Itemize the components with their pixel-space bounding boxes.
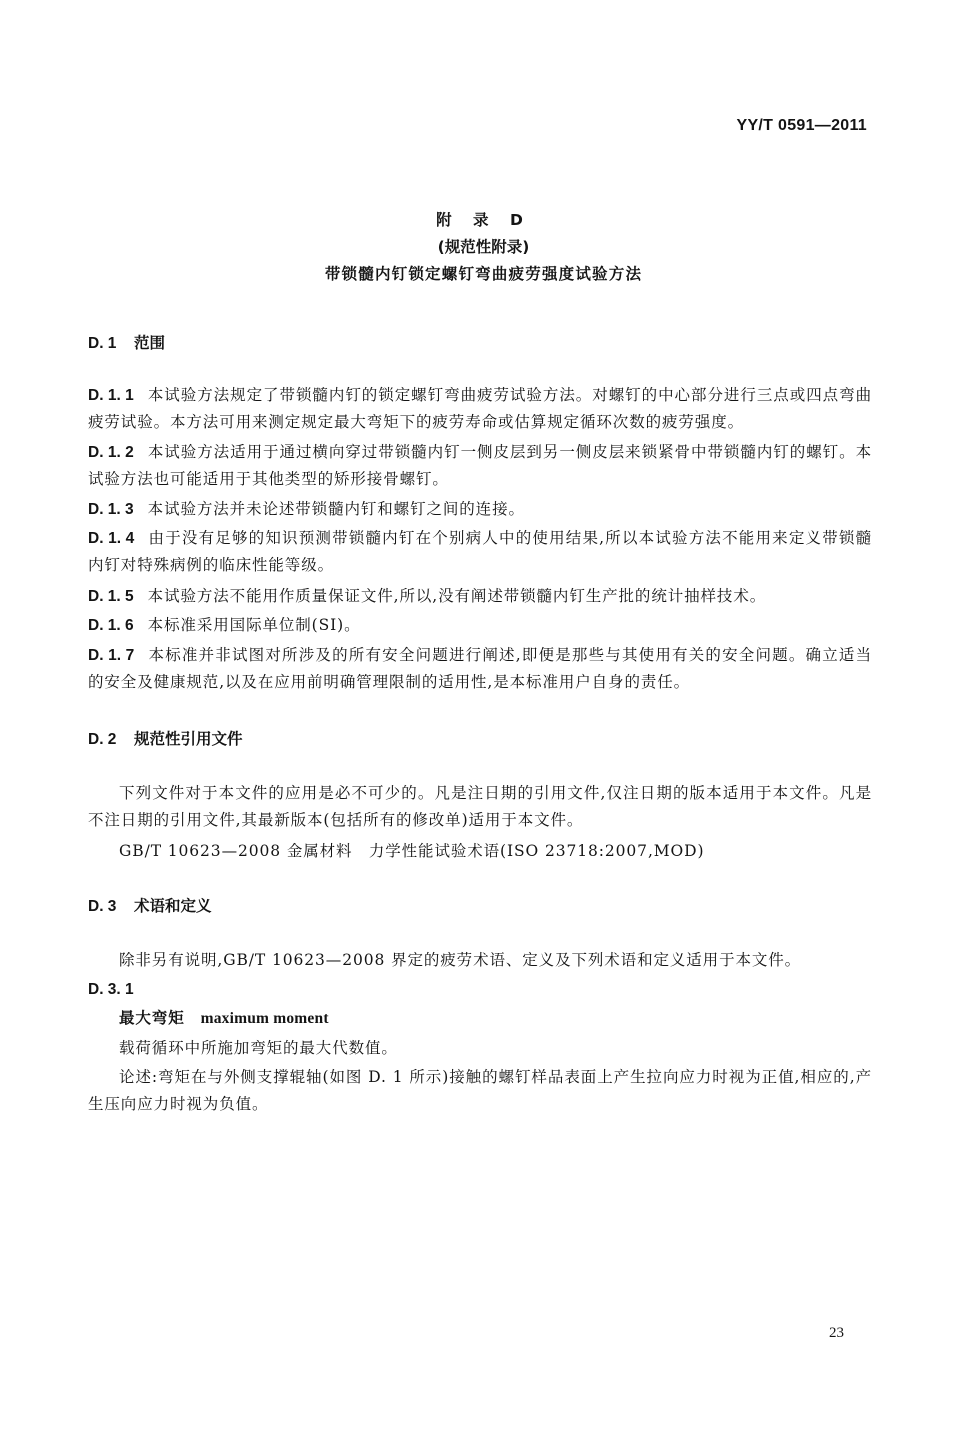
clause-number: D. 1. 7 xyxy=(88,647,135,664)
d2-intro: 下列文件对于本文件的应用是必不可少的。凡是注日期的引用文件,仅注日期的版本适用于本文件。凡是不注日期的引用文件,其最新版本(包括所有的修改单)适用于本文件。 xyxy=(88,784,872,829)
clause-d1-4 xyxy=(88,525,872,579)
clause-number: D. 1. 1 xyxy=(88,387,134,404)
clause-text: 本试验方法规定了带锁髓内钉的锁定螺钉弯曲疲劳试验方法。对螺钉的中心部分进行三点或四点弯曲疲劳试验。本方法可用来测定规定最大弯矩下的疲劳寿命或估算规定循环次数的疲劳强度。 xyxy=(88,386,872,431)
clause-number: D. 1. 4 xyxy=(88,530,135,547)
clause-d3-1 xyxy=(88,976,872,1003)
section-title: 范围 xyxy=(134,334,166,352)
section-title: 术语和定义 xyxy=(134,897,212,915)
clause-d1-2 xyxy=(88,439,872,493)
clause-number: D. 1. 3 xyxy=(88,501,134,518)
section-heading-d1 xyxy=(88,331,165,353)
appendix-type: (规范性附录) xyxy=(437,238,530,256)
term-note: 论述:弯矩在与外侧支撑辊轴(如图 D. 1 所示)接触的螺钉样品表面上产生拉向应力时视为正值,相应的,产生压向应力时视为负值。 xyxy=(88,1068,872,1113)
appendix-title: 附 录 D xyxy=(436,211,531,229)
clause-d1-3 xyxy=(88,496,872,523)
term-definition: 载荷循环中所施加弯矩的最大代数值。 xyxy=(119,1039,398,1057)
d2-reference: GB/T 10623—2008 金属材料 力学性能试验术语(ISO 23718:2007,MOD) xyxy=(119,842,705,860)
clause-text: 本标准采用国际单位制(SI)。 xyxy=(147,616,361,634)
appendix-heading xyxy=(0,207,967,288)
clause-number: D. 1. 2 xyxy=(88,444,134,461)
standard-code: YY/T 0591—2011 xyxy=(736,117,867,134)
clause-text: 由于没有足够的知识预测带锁髓内钉在个别病人中的使用结果,所以本试验方法不能用来定义带锁髓内钉对特殊病例的临床性能等级。 xyxy=(88,529,872,574)
section-number: D. 1 xyxy=(88,335,117,352)
clause-number: D. 3. 1 xyxy=(88,981,134,998)
clause-text: 本标准并非试图对所涉及的所有安全问题进行阐述,即便是那些与其使用有关的安全问题。确立适当的安全及健康规范,以及在应用前明确管理限制的适用性,是本标准用户自身的责任。 xyxy=(88,646,872,691)
clause-text: 本试验方法适用于通过横向穿过带锁髓内钉一侧皮层到另一侧皮层来锁紧骨中带锁髓内钉的螺钉。本试验方法也可能适用于其他类型的矫形接骨螺钉。 xyxy=(88,443,872,488)
section-number: D. 3 xyxy=(88,898,117,915)
term-chinese: 最大弯矩 xyxy=(119,1009,185,1027)
d3-intro: 除非另有说明,GB/T 10623—2008 界定的疲劳术语、定义及下列术语和定义适用于本文件。 xyxy=(119,951,802,969)
clause-d1-7 xyxy=(88,642,872,696)
section-heading-d3 xyxy=(88,894,212,916)
section-title: 规范性引用文件 xyxy=(134,730,243,748)
term-entry xyxy=(88,1005,872,1032)
section-number: D. 2 xyxy=(88,731,117,748)
clause-d1-6 xyxy=(88,612,872,639)
clause-text: 本试验方法不能用作质量保证文件,所以,没有阐述带锁髓内钉生产批的统计抽样技术。 xyxy=(147,587,767,605)
clause-d1-5 xyxy=(88,583,872,610)
clause-number: D. 1. 5 xyxy=(88,588,134,605)
term-english: maximum moment xyxy=(200,1010,329,1027)
clause-number: D. 1. 6 xyxy=(88,617,134,634)
clause-text: 本试验方法并未论述带锁髓内钉和螺钉之间的连接。 xyxy=(147,500,525,518)
section-heading-d2 xyxy=(88,727,243,749)
appendix-name: 带锁髓内钉锁定螺钉弯曲疲劳强度试验方法 xyxy=(324,265,643,283)
clause-d1-1 xyxy=(88,382,872,436)
page-number: 23 xyxy=(829,1325,844,1341)
